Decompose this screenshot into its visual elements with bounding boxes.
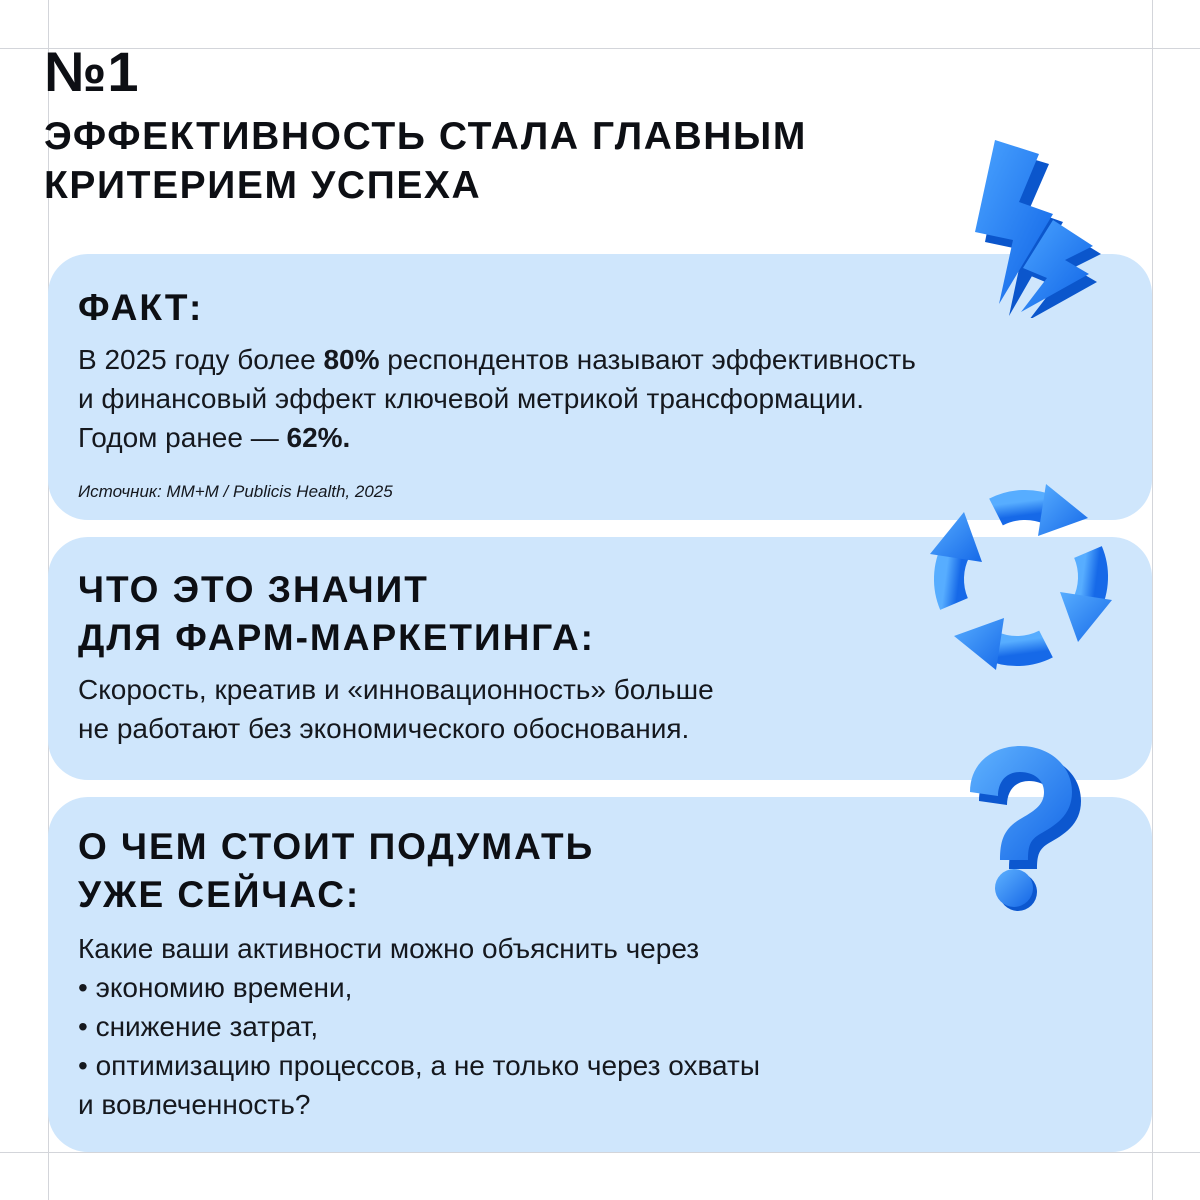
think-intro: Какие ваши активности можно объяснить через [78, 933, 700, 964]
fact-text [78, 340, 1122, 457]
fact-line3 [78, 418, 1122, 457]
guide-line-right [1152, 0, 1153, 1200]
meaning-line2: не работают без экономического обоснования. [78, 713, 690, 744]
think-title-line2: УЖЕ СЕЙЧАС: [78, 874, 361, 915]
meaning-text [78, 670, 1122, 748]
page-header [44, 42, 807, 210]
page-title [44, 112, 807, 210]
think-bullet-3: • оптимизацию процессов, а не только через охваты [78, 1050, 760, 1081]
question-mark-icon [958, 746, 1088, 918]
fact-line2: и финансовый эффект ключевой метрикой трансформации. [78, 383, 865, 414]
refresh-arrows-icon [928, 482, 1114, 672]
meaning-line1: Скорость, креатив и «инновационность» больше [78, 674, 714, 705]
fact-line1 [78, 340, 1122, 379]
think-title-line1: О ЧЕМ СТОИТ ПОДУМАТЬ [78, 826, 595, 867]
think-text [78, 929, 1122, 1124]
fact-highlight-62: 62%. [286, 422, 351, 453]
think-bullet-2: • снижение затрат, [78, 1011, 319, 1042]
meaning-title-line1: ЧТО ЭТО ЗНАЧИТ [78, 569, 429, 610]
page-title-line2: КРИТЕРИЕМ УСПЕХА [44, 164, 482, 207]
guide-line-bottom [0, 1152, 1200, 1153]
fact-text-part1: В 2025 году более [78, 344, 324, 375]
fact-title: ФАКТ: [78, 287, 204, 328]
fact-source: Источник: MM+M / Publicis Health, 2025 [78, 482, 393, 501]
think-tail: и вовлеченность? [78, 1089, 311, 1120]
fact-highlight-80: 80% [323, 344, 380, 375]
fact-text-part2: респондентов называют эффективность [379, 344, 916, 375]
fact-line3-part1: Годом ранее — [78, 422, 287, 453]
page-title-line1: ЭФФЕКТИВНОСТЬ СТАЛА ГЛАВНЫМ [44, 115, 807, 158]
meaning-title-line2: ДЛЯ ФАРМ-МАРКЕТИНГА: [78, 617, 595, 658]
lightning-icon [965, 140, 1105, 318]
slide-number: №1 [44, 40, 140, 103]
think-bullet-1: • экономию времени, [78, 972, 353, 1003]
